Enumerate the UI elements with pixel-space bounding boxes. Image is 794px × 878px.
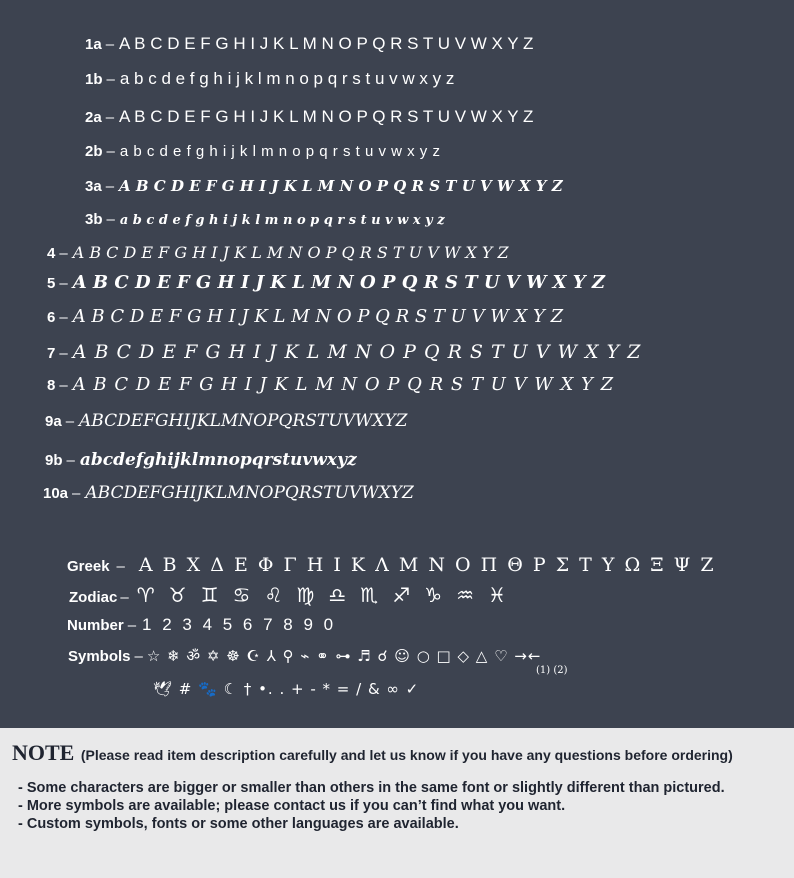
- font-label: 6: [47, 309, 56, 326]
- font-sample: ABCDEFGHIJKLMNOPQRSTUVWXYZ: [79, 411, 408, 431]
- zodiac-label: Zodiac: [69, 589, 118, 606]
- font-sample: A B C D E F G H I J K L M N O P Q R S T U V W X Y Z: [72, 272, 606, 293]
- font-row-4: 4 – A B C D E F G H I J K L M N O P Q R S T U V W X Y Z: [47, 243, 509, 262]
- font-label: 1b: [85, 71, 103, 88]
- font-row-10a: 10a – ABCDEFGHIJKLMNOPQRSTUVWXYZ: [43, 483, 414, 503]
- font-sample: a b c d e f g h i j k l m n o p q r s t u v w x y z: [119, 143, 441, 160]
- font-sample: a b c d e f g h i j k l m n o p q r s t u v w x y z: [119, 213, 445, 228]
- greek-alphabet: Α Β Χ Δ Ε Φ Γ Η Ι Κ Λ Μ Ν Ο Π Θ Ρ Σ Τ Υ Ω Ξ Ψ Ζ: [138, 554, 716, 576]
- gemini-icon: ♊: [200, 583, 219, 607]
- symbols-row: Symbols – ☆ ❄ ॐ ✡ ☸ ☪ ⅄ ⚲ ⌁ ⚭ ⊶ ♬ ☌ ☺ ○ □ ◇ △ ♡ →←: [68, 647, 542, 665]
- font-sample: A B C D E F G H I J K L M N O P Q R S T U V W X Y Z: [119, 107, 534, 126]
- font-sample: A B C D E F G H I J K L M N O P Q R S T U V W X Y Z: [72, 306, 564, 327]
- font-row-3b: 3b – a b c d e f g h i j k l m n o p q r s t u v w x y z: [85, 211, 445, 228]
- font-label: 10a: [43, 485, 69, 502]
- zodiac-row: Zodiac – ♈ ♉ ♊ ♋ ♌ ♍ ♎ ♏ ♐ ♑ ♒ ♓: [69, 583, 520, 607]
- greek-row: Greek – Α Β Χ Δ Ε Φ Γ Η Ι Κ Λ Μ Ν Ο Π Θ Ρ Σ Τ Υ Ω Ξ Ψ Ζ: [67, 554, 716, 576]
- symbols-line-2: 🕊 # 🐾 ☾ † •. . + - * = / & ∞ ✓: [153, 680, 420, 698]
- font-label: 9a: [45, 413, 62, 430]
- number-digits: 1 2 3 4 5 6 7 8 9 0: [142, 615, 337, 634]
- font-label: 8: [47, 377, 56, 394]
- cancer-icon: ♋: [232, 583, 251, 607]
- taurus-icon: ♉: [168, 583, 187, 607]
- note-title: NOTE: [12, 740, 75, 765]
- number-label: Number: [67, 617, 124, 634]
- font-label: 1a: [85, 36, 102, 53]
- font-sample: A B C D E F G H I J K L M N O P Q R S T U V W X Y Z: [119, 177, 563, 195]
- note-item: - More symbols are available; please contact us if you can’t find what you want.: [18, 798, 566, 814]
- font-row-1a: 1a – A B C D E F G H I J K L M N O P Q R S T U V W X Y Z: [85, 34, 534, 53]
- note-section: [0, 728, 794, 878]
- leo-icon: ♌: [264, 583, 283, 607]
- font-label: 3a: [85, 178, 102, 195]
- font-label: 2b: [85, 143, 103, 160]
- font-label: 4: [47, 245, 56, 262]
- font-row-3a: 3a – A B C D E F G H I J K L M N O P Q R S T U V W X Y Z: [85, 177, 563, 195]
- font-row-8: 8 – A B C D E F G H I J K L M N O P Q R S T U V W X Y Z: [47, 374, 615, 395]
- aquarius-icon: ♒: [456, 583, 474, 607]
- sagittarius-icon: ♐: [392, 583, 411, 607]
- font-sample: A B C D E F G H I J K L M N O P Q R S T U V W X Y Z: [72, 374, 615, 395]
- font-row-2b: 2b – a b c d e f g h i j k l m n o p q r s t u v w x y z: [85, 143, 441, 160]
- number-row: Number – 1 2 3 4 5 6 7 8 9 0: [67, 615, 337, 634]
- font-sample: A B C D E F G H I J K L M N O P Q R S T U V W X Y Z: [72, 243, 509, 262]
- font-sample: A B C D E F G H I J K L M N O P Q R S T U V W X Y Z: [72, 341, 642, 363]
- arrow-notes: (1) (2): [536, 665, 568, 676]
- font-sample: abcdefghijklmnopqrstuvwxyz: [79, 450, 357, 470]
- pisces-icon: ♓: [488, 583, 506, 607]
- font-sample: ABCDEFGHIJKLMNOPQRSTUVWXYZ: [85, 483, 414, 503]
- note-item: - Some characters are bigger or smaller than others in the same font or slightly different than pictured.: [18, 780, 725, 796]
- zodiac-glyphs: [137, 583, 520, 607]
- font-row-7: 7 – A B C D E F G H I J K L M N O P Q R S T U V W X Y Z: [47, 341, 642, 363]
- font-label: 5: [47, 275, 56, 292]
- font-row-2a: 2a – A B C D E F G H I J K L M N O P Q R S T U V W X Y Z: [85, 107, 534, 126]
- note-subtitle: (Please read item description carefully and let us know if you have any questions before ordering): [80, 747, 733, 763]
- font-row-1b: 1b – a b c d e f g h i j k l m n o p q r s t u v w x y z: [85, 69, 455, 88]
- greek-label: Greek: [67, 558, 110, 575]
- note-item: - Custom symbols, fonts or some other languages are available.: [18, 816, 459, 832]
- symbols-label: Symbols: [68, 648, 131, 665]
- font-row-9b: 9b – abcdefghijklmnopqrstuvwxyz: [45, 450, 357, 470]
- font-row-5: 5 – A B C D E F G H I J K L M N O P Q R S T U V W X Y Z: [47, 272, 606, 293]
- font-label: 7: [47, 345, 56, 362]
- font-sample: A B C D E F G H I J K L M N O P Q R S T U V W X Y Z: [119, 34, 534, 53]
- aries-icon: ♈: [136, 583, 155, 607]
- libra-icon: ♎: [328, 583, 347, 607]
- font-row-9a: 9a – ABCDEFGHIJKLMNOPQRSTUVWXYZ: [45, 411, 408, 431]
- virgo-icon: ♍: [296, 583, 315, 607]
- note-header: [12, 740, 733, 766]
- symbols-line-1: ☆ ❄ ॐ ✡ ☸ ☪ ⅄ ⚲ ⌁ ⚭ ⊶ ♬ ☌ ☺ ○ □ ◇ △ ♡ →←: [146, 647, 542, 665]
- capricorn-icon: ♑: [424, 583, 443, 607]
- font-label: 3b: [85, 211, 103, 228]
- font-row-6: 6 – A B C D E F G H I J K L M N O P Q R S T U V W X Y Z: [47, 306, 564, 327]
- scorpio-icon: ♏: [360, 583, 379, 607]
- font-sample: a b c d e f g h i j k l m n o p q r s t u v w x y z: [119, 69, 455, 88]
- font-label: 9b: [45, 452, 63, 469]
- font-label: 2a: [85, 109, 102, 126]
